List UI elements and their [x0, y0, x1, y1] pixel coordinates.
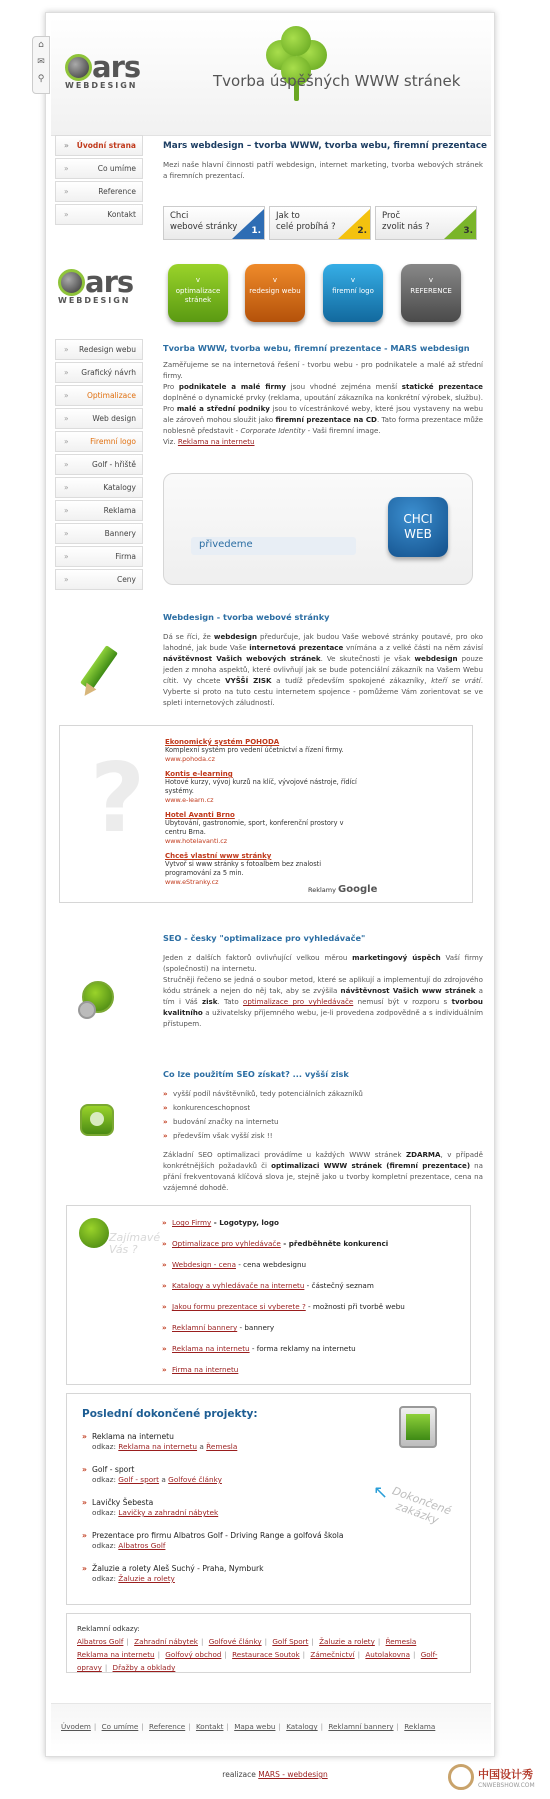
- txt: zisk: [201, 997, 218, 1006]
- link[interactable]: Optimalizace pro vyhledávače: [172, 1239, 281, 1248]
- btn-label: REFERENCE: [410, 287, 452, 295]
- txt: Hotel Avanti Brno: [165, 811, 235, 819]
- txt: Reklama na internetu: [92, 1432, 174, 1441]
- txt: odkaz:: [92, 1541, 116, 1550]
- ad-links-row: Albatros Golf | Zahradní nábytek | Golfové články | Golf Sport | Žaluzie a rolety | Řemesla: [77, 1637, 417, 1646]
- ad-item[interactable]: [165, 852, 365, 886]
- txt: návštěvnost Vašich www stránek: [340, 986, 476, 995]
- link[interactable]: Řemesla: [206, 1442, 238, 1451]
- txt: webdesign: [213, 632, 258, 641]
- interesting-links: [162, 1218, 462, 1386]
- list-item: » vyšší podíl návštěvníků, tedy potenciálních zákazníků: [163, 1088, 483, 1099]
- txt: vnímána a z velké části na něm závisí: [345, 643, 483, 652]
- section4-title: Co lze použitím SEO získat? ... vyšší zisk: [163, 1069, 349, 1079]
- ad-links-title: Reklamní odkazy:: [77, 1624, 140, 1633]
- txt: nemusí být v rozporu s: [357, 997, 448, 1006]
- txt: jsou to vícestránkové weby, které jsou vystaveny na webu ale zároveň mohou sloužit jako: [163, 404, 483, 424]
- txt: Kontis e-learning: [165, 770, 233, 778]
- link[interactable]: Firma na internetu: [172, 1365, 239, 1374]
- txt: . Tato: [217, 997, 239, 1006]
- list-item: [162, 1239, 462, 1248]
- side-item-ceny[interactable]: » Ceny: [55, 569, 143, 590]
- txt: malé a střední podniky: [176, 404, 270, 413]
- ads-box: [59, 725, 473, 903]
- logo-m-icon: [65, 54, 92, 81]
- list-item: [162, 1218, 462, 1227]
- btn-optimalizace[interactable]: [168, 264, 228, 322]
- btn-firemni-logo[interactable]: [323, 264, 383, 322]
- footer-link-katalogy[interactable]: Katalogy: [286, 1722, 318, 1731]
- slogan: Tvorba úspěšných WWW stránek: [213, 72, 461, 90]
- link[interactable]: Lavičky a zahradní nábytek: [118, 1508, 219, 1517]
- txt: předurčuje, jak budou Vaše webové stránky poutavé, pro oko lahodné, jak bude Vaše: [163, 632, 483, 652]
- tile-number: 1.: [251, 226, 261, 236]
- link[interactable]: Řemesla: [385, 1637, 417, 1646]
- txt: www.e-learn.cz: [165, 796, 214, 804]
- txt: - cena webdesignu: [236, 1260, 307, 1269]
- txt: Základní SEO optimalizaci provádíme u každých WWW stránek: [163, 1150, 402, 1159]
- projects-watermark: Dokončené zakázky: [390, 1484, 453, 1527]
- pencil-icon: [80, 645, 120, 703]
- mail-icon[interactable]: ✉: [37, 57, 45, 67]
- list-item: [162, 1344, 462, 1353]
- txt: , v případě konkrétnějších požadavků či: [163, 1150, 483, 1170]
- txt: a: [197, 1442, 207, 1451]
- ads-list: [165, 738, 365, 886]
- tile-jak-to-probiha[interactable]: [269, 206, 371, 240]
- txt: tvorbou kvalitního: [163, 997, 483, 1017]
- credit-link[interactable]: MARS - webdesign: [258, 1770, 328, 1779]
- txt: odkaz:: [92, 1475, 116, 1484]
- link[interactable]: Webdesign - cena: [172, 1260, 237, 1269]
- logo-sub: WEBDESIGN: [58, 296, 131, 305]
- section4-text: [163, 1149, 483, 1193]
- chevron-down-icon: v: [195, 276, 201, 284]
- txt: Vaší firmy (společnosti) na internetu.: [163, 953, 483, 973]
- txt: na přání frekventovaná klíčová slova je, stejně jako u tvorby kompletní prezentace, cena na vzájemné dohodě.: [163, 1161, 484, 1192]
- menu-item-co-umime[interactable]: » Co umíme: [55, 158, 143, 179]
- logo-large: [58, 265, 133, 305]
- side-item-golf[interactable]: » Golf - hřiště: [55, 454, 143, 475]
- txt: Komplexní systém pro vedení účetnictví a řízení firmy.: [165, 746, 344, 754]
- link-optimalizace[interactable]: optimalizace pro vyhledávače: [243, 997, 354, 1006]
- link[interactable]: Golf Sport: [272, 1637, 309, 1646]
- footer-link-co-umime[interactable]: Co umíme: [101, 1722, 139, 1731]
- ad-links-row: Reklama na internetu | Golfový obchod | Restaurace Soutok | Zámečnictví | Autolakovna | Golf-: [77, 1650, 438, 1659]
- question-mark-icon: ?: [90, 744, 146, 854]
- list-item: [162, 1365, 462, 1374]
- footer-link-mapa-webu[interactable]: Mapa webu: [234, 1722, 276, 1731]
- side-item-redesign[interactable]: » Redesign webu: [55, 339, 143, 360]
- txt: jsou vhodné zejména menší: [290, 382, 398, 391]
- txt: a tím i Váš: [163, 986, 483, 1006]
- watermark-cn: 中国设计秀: [478, 1768, 533, 1781]
- page-container: [37, 12, 495, 1757]
- link-reklama-na-internetu[interactable]: Reklama na internetu: [177, 437, 255, 446]
- tile-line2: celé probíhá ?: [276, 222, 336, 232]
- projects-title: Poslední dokončené projekty:: [82, 1408, 258, 1420]
- seo-benefits-list: [163, 1088, 483, 1144]
- txt: Žaluzie a rolety Aleš Suchý - Praha, Nymburk: [92, 1564, 264, 1573]
- list-item: [82, 1564, 382, 1584]
- logo-word: ars: [85, 265, 134, 299]
- side-item-katalogy[interactable]: » Katalogy: [55, 477, 143, 498]
- link[interactable]: Albatros Golf: [118, 1541, 166, 1550]
- txt: realizace: [222, 1770, 256, 1779]
- txt: firemní prezentace na CD: [275, 415, 377, 424]
- side-item-firma[interactable]: » Firma: [55, 546, 143, 567]
- txt: marketingový úspěch: [352, 953, 441, 962]
- list-item: » budování značky na internetu: [163, 1116, 483, 1127]
- txt: VYŠŠÍ ZISK: [225, 676, 272, 685]
- link[interactable]: Reklama na internetu: [77, 1650, 155, 1659]
- link[interactable]: Golfové články: [208, 1637, 262, 1646]
- home-icon[interactable]: ⌂: [38, 40, 44, 50]
- btn-label: firemní logo: [332, 287, 374, 295]
- btn-reference[interactable]: [401, 264, 461, 322]
- top-menu: [55, 135, 143, 227]
- txt: Ubytování, gastronomie, sport, konferenční prostory v centru Brna.: [165, 819, 344, 836]
- txt: Vytvoř si www stránky s fotoalbem bez znalosti programování za 5 min.: [165, 860, 322, 877]
- link[interactable]: Katalogy a vyhledávače na internetu: [172, 1281, 305, 1290]
- side-item-bannery[interactable]: » Bannery: [55, 523, 143, 544]
- chci-web-button[interactable]: CHCI WEB: [388, 497, 448, 557]
- list-item: [82, 1432, 382, 1452]
- list-item: [162, 1323, 462, 1332]
- txt: Lavičky Šebesta: [92, 1498, 154, 1507]
- promo-input[interactable]: přivedeme: [191, 537, 356, 555]
- txt: - forma reklamy na internetu: [249, 1344, 356, 1353]
- txt: Chceš vlastní www stránky: [165, 852, 272, 860]
- link[interactable]: Golfový obchod: [165, 1650, 222, 1659]
- txt: Ekonomický systém POHODA: [165, 738, 280, 746]
- section2-text: [163, 631, 483, 708]
- watermark-en: CNWEBSHOW.COM: [478, 1782, 535, 1789]
- ad-item[interactable]: [165, 770, 365, 804]
- link[interactable]: opravy: [77, 1663, 102, 1672]
- txt: - Vaši firemní image.: [307, 426, 381, 435]
- txt: Pro: [163, 382, 175, 391]
- link[interactable]: Reklama na internetu: [172, 1344, 250, 1353]
- menu-item-reference[interactable]: » Reference: [55, 181, 143, 202]
- side-item-optimalizace[interactable]: » Optimalizace: [55, 385, 143, 406]
- txt: Prezentace pro firmu Albatros Golf - Driving Range a golfová škola: [92, 1531, 344, 1540]
- list-item: [162, 1302, 462, 1311]
- watermark-logo-icon: [448, 1764, 474, 1790]
- side-item-web-design[interactable]: » Web design: [55, 408, 143, 429]
- header: [37, 18, 491, 136]
- interesting-box: [66, 1205, 471, 1385]
- link[interactable]: Zahradní nábytek: [134, 1637, 198, 1646]
- txt: Reklamy: [308, 886, 336, 894]
- txt: - částečný seznam: [304, 1281, 374, 1290]
- link[interactable]: Albatros Golf: [77, 1637, 124, 1646]
- txt: optimalizaci WWW stránek (firemní prezentace): [271, 1161, 471, 1170]
- link[interactable]: Zámečnictví: [310, 1650, 355, 1659]
- list-item: [82, 1465, 382, 1485]
- logo-sub: WEBDESIGN: [65, 81, 138, 90]
- section3-text: [163, 952, 483, 1029]
- link[interactable]: Žaluzie a rolety: [118, 1574, 175, 1583]
- txt: a: [159, 1475, 169, 1484]
- section1-title: Tvorba WWW, tvorba webu, firemní prezentace - MARS webdesign: [163, 343, 470, 353]
- txt: www.hotelavanti.cz: [165, 837, 228, 845]
- txt: doplněné o dynamické prvky (reklama, upoutání zákazníka na konkrétní výrobek, službu). Pro: [163, 393, 483, 413]
- link[interactable]: Golf-: [420, 1650, 438, 1659]
- tile-proc-nas[interactable]: [375, 206, 477, 240]
- txt: kteří se vrátí: [431, 676, 481, 685]
- tile-line1: Chci: [170, 211, 189, 221]
- txt: Golf - sport: [92, 1465, 135, 1474]
- link[interactable]: Logo Firmy: [172, 1218, 212, 1227]
- tile-line2: zvolit nás ?: [382, 222, 430, 232]
- txt: a tudíž především spokojené zákazníky,: [276, 676, 427, 685]
- link[interactable]: Jakou formu prezentace si vyberete ?: [172, 1302, 306, 1311]
- site-logo[interactable]: [65, 50, 140, 90]
- logo-word: ars: [92, 50, 141, 84]
- txt: www.eStranky.cz: [165, 878, 219, 886]
- list-item: [82, 1498, 382, 1518]
- tile-chci-web[interactable]: [163, 206, 265, 240]
- intro-text: Mezi naše hlavní činnosti patří webdesign, internet marketing, tvorba webových stránek a firemních prezentací.: [163, 160, 483, 180]
- txt: - předběhněte konkurenci: [280, 1239, 389, 1248]
- txt: Viz.: [163, 437, 176, 446]
- txt: pouze jeden z mnoha aspektů, které ovlivňují jak se bude potenciální zákazník na Vašem Webu cítit. Vy chcete: [163, 654, 483, 685]
- list-item: [162, 1260, 462, 1269]
- seo-gear-icon: [78, 971, 124, 1021]
- footer-links: Úvodem | Co umíme | Reference | Kontakt | Mapa webu | Katalogy | Reklamní bannery | Reklama: [61, 1722, 436, 1731]
- txt: . Ve skutečnosti je však: [320, 654, 411, 663]
- device-icon: [399, 1406, 437, 1448]
- link[interactable]: Žaluzie a rolety: [319, 1637, 375, 1646]
- link[interactable]: Reklama na internetu: [118, 1442, 198, 1451]
- btn-redesign[interactable]: [245, 264, 305, 322]
- footer-link-reklama[interactable]: Reklama: [404, 1722, 436, 1731]
- btn-label: optimalizace stránek: [175, 287, 221, 304]
- list-item: » konkurenceschopnost: [163, 1102, 483, 1113]
- ad-links-box: [66, 1613, 471, 1673]
- txt: Jeden z dalších faktorů ovlivňující velkou měrou: [163, 953, 348, 962]
- ads-by-google[interactable]: [308, 884, 377, 895]
- ad-links-row: opravy | Dřažby a obklady: [77, 1663, 176, 1672]
- list-item: [162, 1281, 462, 1290]
- seo-radio-icon: [78, 1098, 118, 1143]
- txt: - Logotypy, logo: [211, 1218, 279, 1227]
- section2-title: Webdesign - tvorba webové stránky: [163, 612, 330, 622]
- ad-item[interactable]: [165, 738, 365, 763]
- link[interactable]: Reklamní bannery: [172, 1323, 238, 1332]
- link[interactable]: Dřažby a obklady: [112, 1663, 176, 1672]
- footer-link-kontakt[interactable]: Kontakt: [195, 1722, 224, 1731]
- footer-link-reklamni-bannery[interactable]: Reklamní bannery: [328, 1722, 394, 1731]
- menu-item-uvodni-strana[interactable]: » Úvodní strana: [55, 135, 143, 156]
- txt: Dá se říci, že: [163, 632, 211, 641]
- footer-link-uvodem[interactable]: Úvodem: [61, 1722, 91, 1731]
- footer: [51, 1703, 491, 1753]
- sitemap-icon[interactable]: ⚲: [37, 74, 45, 84]
- link[interactable]: Autolakovna: [365, 1650, 410, 1659]
- projects-box: [66, 1393, 471, 1605]
- txt: internetová prezentace: [249, 643, 344, 652]
- section3-title: SEO - česky "optimalizace pro vyhledávače": [163, 933, 366, 943]
- side-menu: [55, 339, 143, 592]
- link[interactable]: Restaurace Soutok: [232, 1650, 300, 1659]
- ad-item[interactable]: [165, 811, 365, 845]
- tile-line1: Jak to: [276, 211, 300, 221]
- txt: Hotové kurzy, vývoj kurzů na klíč, vývojové nástroje, řídící systémy.: [165, 778, 357, 795]
- chevron-down-icon: v: [350, 276, 356, 284]
- footer-link-reference[interactable]: Reference: [149, 1722, 186, 1731]
- txt: Corporate Identity: [240, 426, 306, 435]
- arrow-up-left-icon: ↖: [373, 1482, 389, 1503]
- txt: . Vyberte si proto na tuto cestu internetem spojence - pomůžeme Vám zorientovat se ve spleti internetových záludností.: [163, 676, 483, 707]
- site-watermark: [448, 1762, 548, 1796]
- side-item-firemni-logo[interactable]: » Firemní logo: [55, 431, 143, 452]
- section1-p1: Zaměřujeme se na internetová řešení - tvorbu webu - pro podnikatele a malé až střední firmy.: [163, 360, 483, 380]
- txt: . Tato forma prezentace může noblesně představit -: [163, 415, 483, 435]
- promo-box: [163, 473, 473, 585]
- txt: - možnosti při tvorbě webu: [305, 1302, 405, 1311]
- txt: www.pohoda.cz: [165, 755, 215, 763]
- list-item: [82, 1531, 382, 1551]
- txt: Stručněji řečeno se jedná o soubor metod, které se aplikují a implementují do zdrojového kódu stránek a nejen do něj tak, aby se zvýšila: [163, 975, 483, 995]
- tile-line1: Proč: [382, 211, 401, 221]
- txt: odkaz:: [92, 1574, 116, 1583]
- txt: ZDARMA: [405, 1150, 441, 1159]
- link[interactable]: Golf - sport: [118, 1475, 160, 1484]
- intro-title: Mars webdesign – tvorba WWW, tvorba webu, firemní prezentace: [163, 141, 488, 151]
- chevron-down-icon: v: [272, 276, 278, 284]
- txt: podnikatele a malé firmy: [178, 382, 286, 391]
- menu-item-kontakt[interactable]: » Kontakt: [55, 204, 143, 225]
- txt: - bannery: [237, 1323, 275, 1332]
- interesting-watermark: Zajímavé Vás ?: [109, 1231, 161, 1256]
- btn-label: redesign webu: [249, 287, 301, 295]
- alien-icon: [79, 1218, 109, 1248]
- txt: odkaz:: [92, 1442, 116, 1451]
- link[interactable]: Golfové články: [168, 1475, 222, 1484]
- txt: návštěvnost Vašich webových stránek: [163, 654, 321, 663]
- tile-line2: webové stránky: [170, 222, 238, 232]
- txt: webdesign: [414, 654, 458, 663]
- projects-list: [82, 1432, 382, 1597]
- side-item-graficky-navrh[interactable]: » Grafický návrh: [55, 362, 143, 383]
- section1-text: [163, 359, 483, 447]
- google-logo: Google: [338, 884, 378, 895]
- txt: odkaz:: [92, 1508, 116, 1517]
- tile-number: 3.: [463, 226, 473, 236]
- logo-m-icon: [58, 269, 85, 296]
- list-item: » především však vyšší zisk !!: [163, 1130, 483, 1141]
- tile-number: 2.: [357, 226, 367, 236]
- txt: statické prezentace: [401, 382, 483, 391]
- quick-icons: [32, 36, 50, 94]
- txt: a uživatelsky příjemného webu, je-li provedena zodpovědně a s individuálním přístupem.: [163, 1008, 483, 1028]
- side-item-reklama[interactable]: » Reklama: [55, 500, 143, 521]
- chevron-down-icon: v: [428, 276, 434, 284]
